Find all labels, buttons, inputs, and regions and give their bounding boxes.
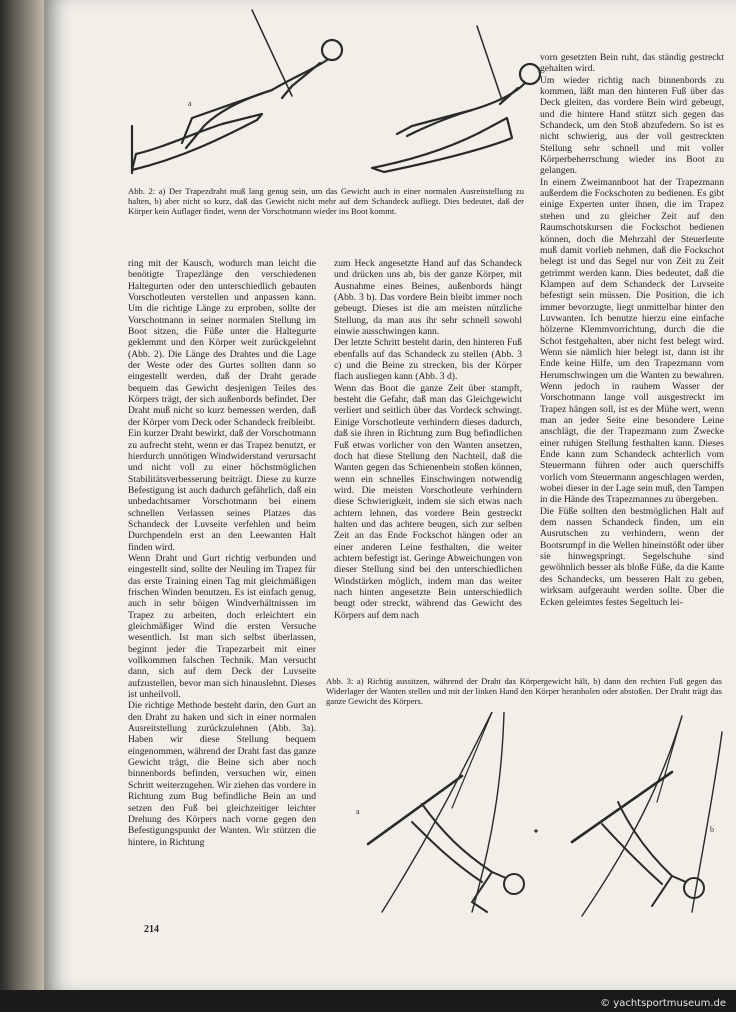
fig2a-hull xyxy=(132,114,262,170)
col3-paragraph: vorn gesetzten Bein ruht, das ständig gestreckt gehalten wird. xyxy=(540,52,724,75)
fig3-label-b: b xyxy=(710,825,714,834)
column-3 xyxy=(540,52,724,608)
col2-paragraph: Der letzte Schritt besteht darin, den hinteren Fuß ebenfalls auf das Schandeck zu stellen (Abb. 3 c) und die Beine zu strecken, bis der Körper flach ausliegen kann (Abb. 3 d). xyxy=(334,337,522,383)
book-page xyxy=(44,0,736,990)
book-spine xyxy=(0,0,48,990)
fig3-label-a: a xyxy=(356,807,360,816)
column-2 xyxy=(334,258,522,621)
col3-paragraph: Die Füße sollten den bestmöglichen Halt auf dem nassen Schandeck finden, um ein Ausrutschen zu verhindern, wenn der Bootsrumpf in die Wellen hineinstößt oder über sie hinwegspringt. Segelschuhe sind gewöhnlich besser als bloße Füße, da die Kante des Schandecks, um besseren Halt zu geben, wirksam aufgerauht werden sollte. Über die Ecken geleimtes festes Segeltuch lei- xyxy=(540,505,724,608)
figure-3-caption: Abb. 3: a) Richtig aussitzen, während der Draht das Körpergewicht hält, b) dann den rechten Fuß gegen das Widerlager der Wanten stellen und mit der linken Hand den Körper heranholen oder abstoßen. Der Draht trägt das ganze Gewicht des Körpers. xyxy=(326,676,722,706)
figure-2-caption: Abb. 2: a) Der Trapezdraht muß lang genug sein, um das Gewicht auch in einer normalen Ausreitstellung zu halten, b) aber nicht so kurz, daß das Gewicht nicht mehr auf dem Schandeck aufliegt. Dies bedeutet, daß der Körper kein Auflager findet, wenn der Vorschotmann wieder ins Boot kommt. xyxy=(128,186,524,216)
page-number: 214 xyxy=(144,924,159,935)
copyright-watermark: © yachtsportmuseum.de xyxy=(600,998,726,1009)
col1-paragraph: Wenn Draht und Gurt richtig verbunden und eingestellt sind, sollte der Neuling im Trapez für das erste Training einen Tag mit gleichmäßigen frischen Winden benutzen. Es ist einfach genug, auch in sehr böigen Windverhältnissen im Trapez zu arbeiten, doch erleichtert ein gleichmäßiger Wind die ersten Versuche wesentlich. Ist man sich selbst überlassen, beginnt jeder die Trapezarbeit mit einer vollkommen falschen Technik. Man versucht dann, sich auf dem Deck der Luvseite aufzustellen, bevor man sich hinauslehnt. Dieses ist unheilvoll. xyxy=(128,552,316,701)
col1-paragraph: Die richtige Methode besteht darin, den Gurt an den Draht zu haken und sich in einer normalen Ausreitstellung zurückzulehnen (Abb. 3a). Haben wir diese Stellung bequem eingenommen, während der Draht fast das ganze Gewicht trägt, die Beine sich aber noch binnenbords befinden, versuchen wir, einen Schritt weiterzugehen. Wir ziehen das vordere in Richtung zum Bug befindliche Bein an und setzen den Fuß bei gleichzeitiger leichter Drehung des Körpers nach vorne gegen den Befestigungspunkt der Wanten. Wir stützen die hintere, in Richtung xyxy=(128,700,316,848)
fig2-label-a: a xyxy=(188,99,192,108)
col2-paragraph: Wenn das Boot die ganze Zeit über stampft, besteht die Gefahr, daß man das Gleichgewicht verliert und seitlich über das Vordeck schwingt. Einige Vorschotleute verhindern dieses dadurch, daß sie ihren in Richtung zum Bug befindlichen Fuß etwas vorlicher von den Wanten ansetzen, doch hat diese Stellung den Nachteil, daß die Wanten gegen das Schienenbein stoßen können, wenn ein schnelles Einschwingen notwendig wird. Die meisten Vorschotleute verhindern diese Schwierigkeit, indem sie sich etwas nach achtern lehnen, das vordere Bein gestreckt halten und das achtere beugen, sich zur selben Zeit an das Ende Fockschot hängen oder an einer anderen Leine festhalten, die weiter achtern befestigt ist. Geringe Abweichungen von dieser Stellung sind bei den unterschiedlichen Windstärken möglich, indem man das weiter nach hinten angesetzte Bein unterschiedlich beugt oder streckt, während das Gewicht des Körpers auf dem nach xyxy=(334,382,522,621)
column-1 xyxy=(128,258,316,848)
figure-2-illustration xyxy=(122,8,542,178)
col2-paragraph: zum Heck angesetzte Hand auf das Schandeck und drücken uns ab, bis der ganze Körper, mit Ausnahme eines Beines, außenbords hängt (Abb. 3 b). Das vordere Bein bleibt immer noch gebeugt. Dieses ist die am meisten nützliche Stellung, da man aus ihr sehr schnell sowohl einwie ausschwingen kann. xyxy=(334,258,522,338)
col3-paragraph: Um wieder richtig nach binnenbords zu kommen, läßt man den hinteren Fuß über das Deck gleiten, das vordere Bein wird gebeugt, und die hintere Hand stützt sich gegen das Schandeck, um den Stoß abzufedern. So ist es nicht schwierig, aus der voll gestreckten Stellung sehr schnell und mit voller Körperbeherrschung wieder ins Boot zu gelangen. xyxy=(540,74,724,177)
col1-paragraph: ring mit der Kausch, wodurch man leicht die benötigte Trapezlänge den verschiedenen Haltegurten oder den unterschiedlich gebauten Vorschotleuten verstellen und anpassen kann. Um die richtige Länge zu erproben, sollte der Vorschotmann in seiner normalen Stellung im Boot sitzen, die Füße unter die Haltegurte geklemmt und den Körper weit zurückgelehnt (Abb. 2). Die Länge des Drahtes und die Lage der Weste oder des Gurtes sollten dann so eingestellt werden, daß der Draht gerade bequem das Gewicht desjenigen Teiles des Körpers trägt, der sich außenbords befindet. Der Draht muß nicht so kurz bemessen werden, daß der Körper vom Deck oder Schandeck freibleibt. xyxy=(128,258,316,428)
figure-3-illustration xyxy=(322,712,726,920)
col3-paragraph: In einem Zweimannboot hat der Trapezmann außerdem die Fockschoten zu bedienen. Es gibt einige Experten unter ihnen, die im Trapez stehen und zu gleicher Zeit auf den Raumschotskursen die Fockschot bedienen können, doch die Mehrzahl der Steuerleute muß damit vorlieb nehmen, daß die Fockschot belegt ist und das Segel nur von Zeit zu Zeit getrimmt werden kann. Dies bedeutet, daß die Klampen auf dem Schandeck der Luvseite befestigt sein müssen. Die Position, die ich immer bevorzugte, liegt unmittelbar hinter den Luvwanten. Ich benutze hierzu eine einfache hölzerne Klemmvorrichtung, durch die die Schot festgehalten, aber nicht fest belegt wird. Wenn sie nämlich hier belegt ist, dann ist ihr Ende keine Hilfe, um den Trapezmann vom Herumschwingen um die Wanten zu bewahren. Wenn jedoch in rauhem Wasser der Vorschotmann lange voll ausgestreckt im Trapez hängen soll, ist es der Mühe wert, wenn man an jeder Seite eine besondere Leine anschlägt, die der Trapezmann zum Zwecke einer ruhigen Stellung festhalten kann. Dieses Ende kann zum Schandeck achterlich vom Steuermann führen oder auch querschiffs vorlich vom Steuermann angeschlagen werden, wobei dieser in der Lage sein muß, den Tampen in die Hände des Trapezmannes zu übergeben. xyxy=(540,176,724,506)
col1-paragraph: Ein kurzer Draht bewirkt, daß der Vorschotmann zu aufrecht steht, wenn er das Trapez benutzt, er hierdurch unnötigen Windwiderstand verursacht und nicht voll zu einer höchstmöglichen Stabilitätsverbesserung beiträgt. Diese zu kurze Befestigung ist auch dadurch gefährlich, daß ein unbedachtsamer Vorschotmann bei einem schnellen Verlassen seines Platzes das Schandeck der Luvseite verfehlen und beim Durchpendeln erst an den Leewanten Halt finden wird. xyxy=(128,428,316,553)
fig2b-hull xyxy=(372,118,512,172)
